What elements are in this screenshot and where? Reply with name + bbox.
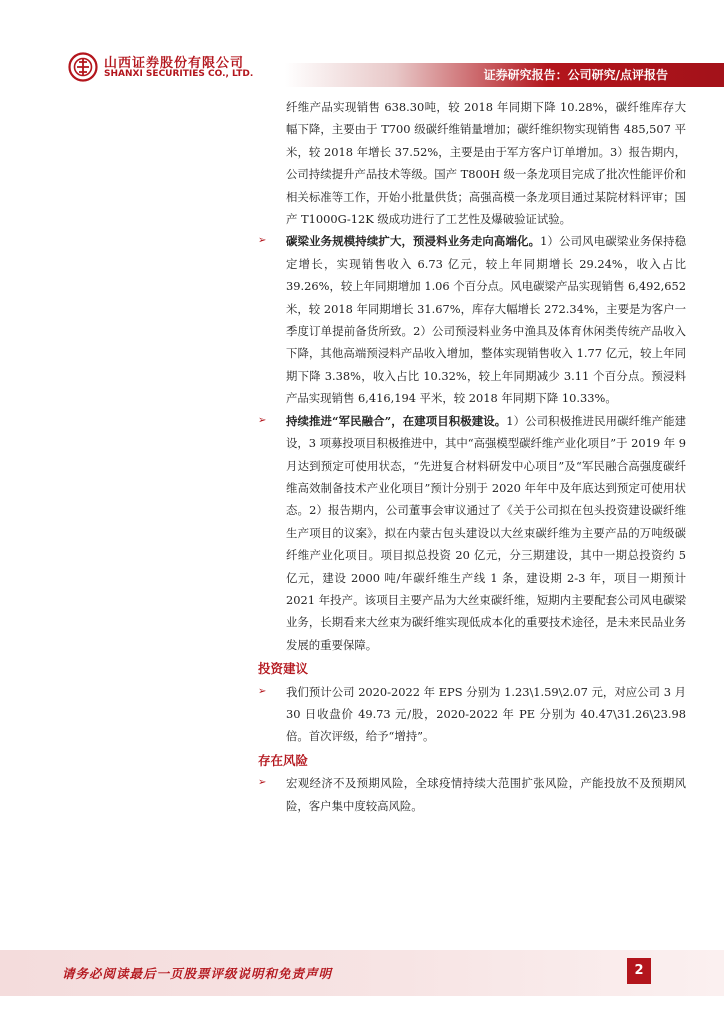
arrow-bullet-icon: ➢ bbox=[258, 414, 267, 426]
item-text: 我们预计公司 2020-2022 年 EPS 分别为 1.23\1.59\2.07 元，对应公司 3 月 30 日收盘价 49.73 元/股，2020-2022 年 PE 分别为 40.47\31.26\23.98 倍。首次评级，给予“增持”。 bbox=[286, 684, 686, 744]
list-item-risk bbox=[258, 772, 686, 817]
company-name-cn: 山西证券股份有限公司 bbox=[104, 56, 245, 71]
list-item-carbon-beam bbox=[258, 230, 686, 409]
list-item-investment bbox=[258, 681, 686, 748]
item-text: 宏观经济不及预期风险，全球疫情持续大范围扩张风险，产能投放不及预期风险，客户集中度较高风险。 bbox=[286, 776, 686, 813]
arrow-bullet-icon: ➢ bbox=[258, 235, 267, 247]
item-text: 1）公司积极推进民用碳纤维产能建设，3 项募投项目积极推进中，其中“高强模型碳纤维产业化项目”于 2019 年 9 月达到预定可使用状态，“先进复合材料研发中心项目”及“军民融合高强度碳纤维高效制备技术产业化项目”预计分别于 2020 年年中及年底达到预定可使用状态。2）报告期内，公司董事会审议通过了《关于公司拟在包头投资建设碳纤维生产项目的议案》，拟在内蒙古包头建设以大丝束碳纤维为主要产品的万吨级碳纤维产业化项目。项目拟总投资 20 亿元，分三期建设，其中一期总投资约 5 亿元，建设 2000 吨/年碳纤维生产线 1 条，建设期 2-3 年，项目一期预计 2021 年投产。该项目主要产品为大丝束碳纤维，短期内主要配套公司风电碳梁业务，长期看来大丝束为碳纤维实现低成本化的重要技术途径，是未来民品业务发展的重要保障。 bbox=[286, 413, 686, 652]
arrow-bullet-icon: ➢ bbox=[258, 685, 267, 697]
shanxi-securities-logo-icon bbox=[68, 52, 98, 82]
footer-disclaimer: 请务必阅读最后一页股票评级说明和免责声明 bbox=[62, 966, 333, 981]
item-lead: 持续推进“军民融合”，在建项目积极建设。 bbox=[286, 413, 507, 428]
arrow-bullet-icon: ➢ bbox=[258, 777, 267, 789]
paragraph-carbon-fiber-sales: 纤维产品实现销售 638.30吨，较 2018 年同期下降 10.28%，碳纤维库存大幅下降，主要由于 T700 级碳纤维销量增加；碳纤维织物实现销售 485,507 平米，较 2018 年增长 37.52%，主要是由于军方客户订单增加。3）报告期内，公司持续提升产品技术等级。国产 T800H 级一条龙项目完成了批次性能评价和相关标准等工作，开始小批量供货；高强高模一条龙项目通过某院材料评审；国产 T1000G-12K 级成功进行了工艺性及爆破验证试验。 bbox=[286, 100, 686, 227]
item-text: 1）公司风电碳梁业务保持稳定增长，实现销售收入 6.73 亿元，较上年同期增长 29.24%，收入占比 39.26%，较上年同期增加 1.06 个百分点。风电碳梁产品实现销售 6,492,652 米，较 2018 年同期增长 31.67%，库存大幅增长 272.34%，主要是为客户一季度订单提前备货所致。2）公司预浸料业务中渔具及体育休闲类传统产品收入下降，其他高端预浸料产品收入增加，整体实现销售收入 1.77 亿元，较上年同期下降 3.38%，收入占比 10.32%，较上年同期减少 3.11 个百分点。预浸料产品实现销售 6,416,194 平米，较 2018 年同期下降 10.33%。 bbox=[286, 234, 686, 406]
page-number: 2 bbox=[627, 958, 651, 984]
report-type-tag: 证券研究报告：公司研究/点评报告 bbox=[483, 68, 668, 82]
company-name-en: SHANXI SECURITIES CO., LTD. bbox=[104, 69, 254, 79]
report-body bbox=[258, 96, 686, 817]
section-heading-risk: 存在风险 bbox=[258, 752, 309, 768]
item-lead: 碳梁业务规模持续扩大，预浸料业务走向高端化。 bbox=[286, 234, 541, 249]
list-item-civil-military bbox=[258, 410, 686, 656]
page-header bbox=[0, 0, 724, 90]
section-heading-investment: 投资建议 bbox=[258, 661, 309, 677]
